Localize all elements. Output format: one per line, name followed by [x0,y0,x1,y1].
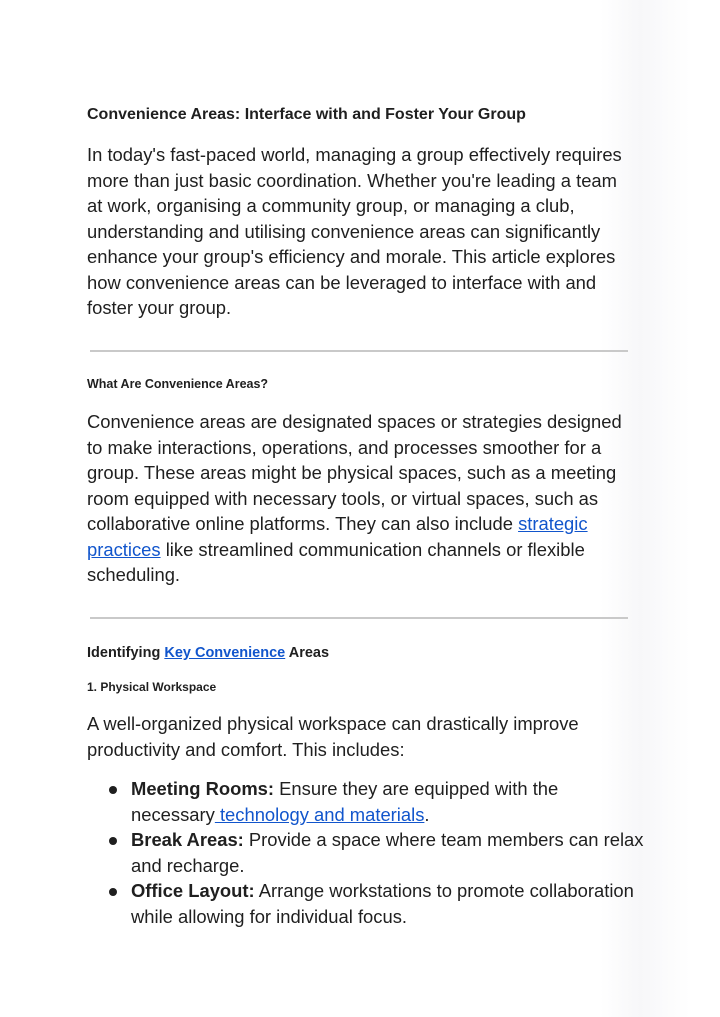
what-paragraph [87,409,632,588]
list-item [87,827,647,878]
divider [90,617,628,619]
bullet-text: Ensure they are equipped with the necessary [131,778,559,825]
bullet-text: Provide a space where team members can relax and recharge. [131,829,644,876]
list-item [87,878,647,929]
bullet-text: Arrange workstations to promote collaboration while allowing for individual focus. [131,880,634,927]
bullet-icon [109,786,117,794]
intro-paragraph: In today's fast-paced world, managing a group effectively requires more than just basic coordination. Whether you're leading a team at work, organising a community group, or managing a club, understanding and utilising convenience areas can significantly enhance your group's efficiency and morale. This article explores how convenience areas can be leveraged to interface with and foster your group. [87,144,622,318]
heading-text-end: Areas [285,645,330,661]
section-heading-identifying [87,644,329,662]
bullet-label: Office Layout: [131,880,255,901]
what-text: Convenience areas are designated spaces or strategies designed to make interactions, operations, and processes smoother for a group. These areas might be physical spaces, such as a meeting room equipped with necessary tools, or virtual spaces, such as collaborative online platforms. They can also include [87,411,622,534]
key-convenience-link[interactable]: Key Convenience [164,645,286,661]
bullet-text-end: . [424,803,430,825]
list-item [87,776,647,827]
technology-materials-link[interactable]: technology and materials [214,803,425,825]
what-text-end: like streamlined communication channels or flexible scheduling. [87,538,585,585]
page-title: Convenience Areas: Interface with and Foster Your Group [87,106,526,123]
bullet-label: Meeting Rooms: [131,778,275,799]
section-heading-what: What Are Convenience Areas? [87,377,269,391]
heading-text: Identifying [87,645,165,661]
bullet-list [87,776,647,929]
bullet-icon [109,837,117,845]
bullet-icon [109,888,117,896]
subheading-physical-workspace: 1. Physical Workspace [87,680,217,694]
strategic-practices-link[interactable]: strategic practices [87,513,588,560]
bullet-label: Break Areas: [131,829,244,850]
workspace-paragraph: A well-organized physical workspace can drastically improve productivity and comfort. This includes: [87,713,579,760]
divider [90,350,628,352]
